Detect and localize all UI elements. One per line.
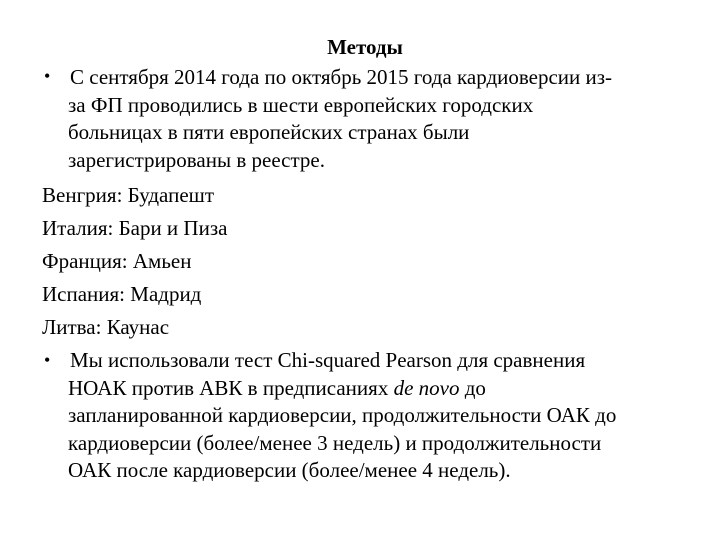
city-line-hungary: Венгрия: Будапешт: [42, 183, 215, 207]
city-line-italy: Италия: Бари и Пиза: [42, 216, 228, 240]
bullet-1-line: С сентября 2014 года по октябрь 2015 года кардиоверсии из-: [70, 65, 613, 89]
bullet-2-text-run: до: [459, 375, 486, 400]
bullet-1-text: [68, 64, 612, 174]
city-line-france: Франция: Амьен: [42, 249, 192, 273]
bullet-marker: •: [44, 66, 51, 86]
bullet-2-text: [68, 347, 616, 485]
bullet-2-line: Мы использовали тест Chi-squared Pearson для сравнения: [70, 348, 586, 372]
city-line-lithuania: Литва: Каунас: [42, 315, 170, 339]
bullet-marker: •: [44, 350, 51, 370]
bullet-2-line: запланированной кардиоверсии, продолжительности ОАК до: [68, 403, 617, 427]
bullet-2-line: кардиоверсии (более/менее 3 недель) и продолжительности: [68, 430, 602, 455]
city-line-spain: Испания: Мадрид: [42, 282, 202, 306]
bullet-2-line: [68, 375, 616, 403]
bullet-1-line: за ФП проводились в шести европейских городских: [68, 92, 534, 117]
slide-title: Методы: [327, 35, 403, 59]
bullet-2-italic-term: de novo: [393, 375, 460, 400]
bullet-1-line: больницах в пяти европейских странах были: [68, 120, 470, 144]
bullet-1-line: зарегистрированы в реестре.: [68, 147, 325, 172]
bullet-2-text-run: НОАК против АВК в предписаниях: [68, 375, 394, 400]
bullet-2-line: ОАК после кардиоверсии (более/менее 4 недель).: [68, 458, 511, 482]
